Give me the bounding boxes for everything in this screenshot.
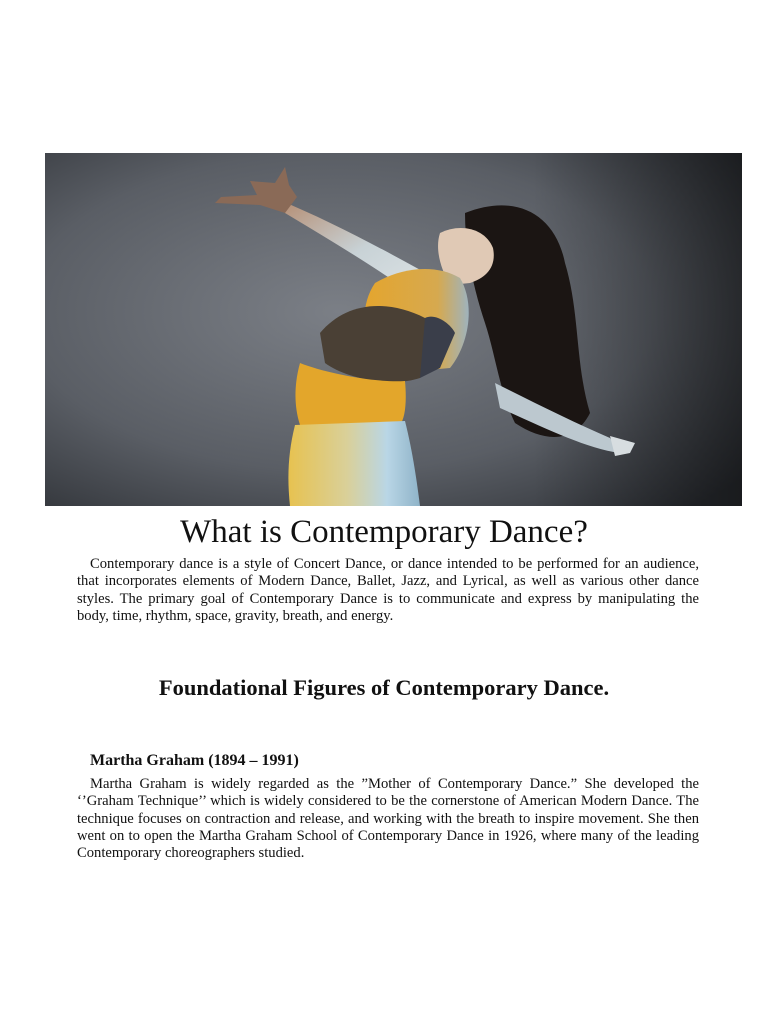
section-heading: Foundational Figures of Contemporary Dance. [158,675,610,700]
intro-paragraph: Contemporary dance is a style of Concert Dance, or dance intended to be performed for an audience, that incorporates elements of Modern Dance, Ballet, Jazz, and Lyrical, as well as various other dance styles. The primary goal of Contemporary Dance is to communicate and express by manipulating the body, time, rhythm, space, gravity, breath, and energy. [77,556,699,624]
dancer-photo [45,153,742,506]
page-title: What is Contemporary Dance? [180,514,588,550]
figure-name: Martha Graham (1894 – 1991) [90,752,299,769]
figure-bio: Martha Graham is widely regarded as the ”Mother of Contemporary Dance.” She developed the ‘’Graham Technique’’ which is widely considered to be the cornerstone of American Modern Dance. The technique focuses on contraction and release, and working with the breath to inspire movement. She then went on to open the Martha Graham School of Contemporary Dance in 1926, where many of the leading Contemporary choreographers studied. [77,776,699,862]
hero-image [45,153,742,506]
